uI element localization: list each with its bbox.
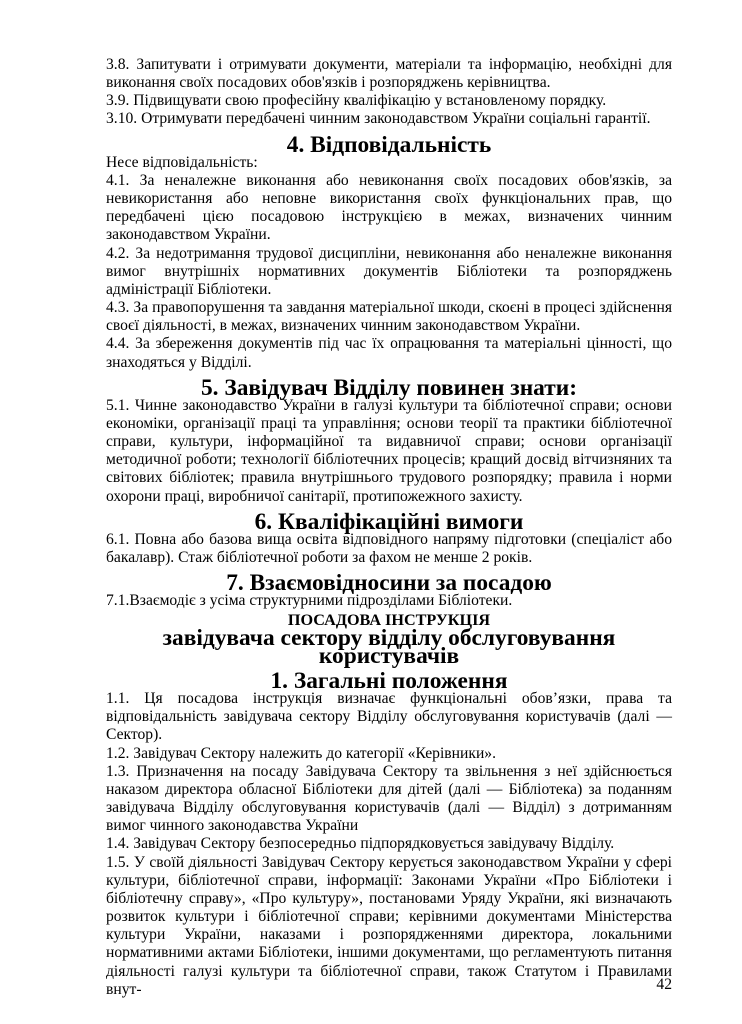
paragraph-1-5: 1.5. У своїй діяльності Завідувач Сектору керується законодавством України у сфері культури, бібліотечної справи, інформації: Законами України «Про Бібліотеки і бібліотечну справу», «Про культуру», постановами Уряду України, які визначають розвиток культури і бібліотечної справи; керівними документами Міністерства культури України, наказами і розпорядженнями директора, локальними нормативними актами Бібліотеки, іншими документами, що регламентують питання діяльності галузі культури та бібліотечної справи, також Статутом і Правилами внут- (106, 853, 672, 998)
paragraph-1-3: 1.3. Призначення на посаду Завідувача Сектору та звільнення з неї здійснюється наказом директора обласної Бібліотеки для дітей (далі — Бібліотека) за поданням завідувача Відділу обслуговування користувачів (далі — Відділ) з дотриманням вимог чинного законодавства України (106, 762, 672, 835)
paragraph-4-2: 4.2. За недотримання трудової дисципліни, невиконання або неналежне виконання вимог внутрішніх нормативних документів Бібліотеки та розпоряджень адміністрації Бібліотеки. (106, 244, 672, 298)
paragraph-1-2: 1.2. Завідувач Сектору належить до категорії «Керівники». (106, 744, 496, 762)
heading-section-7: 7. Взаємовідносини за посадою (226, 570, 552, 597)
instruction-subtitle: завідувача сектору відділу обслуговування користувачів (162, 624, 616, 669)
paragraph-4-1: 4.1. За неналежне виконання або невиконання своїх посадових обов'язків, за невикористання або неповне використання своїх функціональних прав, що передбачені цією посадовою інструкцією в межах, визначених чинним законодавством України. (106, 171, 672, 244)
page-content (106, 56, 672, 999)
section-4-intro: Несе відповідальність: (106, 153, 258, 171)
heading-section-1: 1. Загальні положення (270, 668, 508, 694)
paragraph-5-1: 5.1. Чинне законодавство України в галузі культури та бібліотечної справи; основи економіки, організації праці та управління; основи теорії та практики бібліотечної справи, культури, інформаційної та видавничої справи; основи організації методичної роботи; технології бібліотечних процесів; кращий досвід вітчизняних та світових бібліотек; правила внутрішнього трудового розпорядку; правила і норми охорони праці, виробничої санітарії, протипожежного захисту. (106, 396, 672, 505)
instruction-title: ПОСАДОВА ІНСТРУКЦІЯ (287, 610, 491, 629)
heading-section-6: 6. Кваліфікаційні вимоги (254, 508, 524, 535)
page-number: 42 (656, 976, 672, 993)
heading-section-4: 4. Відповідальність (286, 131, 492, 158)
paragraph-7-1: 7.1.Взаємодіє з усіма структурними підрозділами Бібліотеки. (106, 592, 513, 610)
heading-section-5: 5. Завідувач Відділу повинен знати: (200, 374, 578, 401)
paragraph-3-8: 3.8. Запитувати і отримувати документи, матеріали та інформацію, необхідні для виконання своїх посадових обов'язків і розпоряджень керівництва. (106, 56, 672, 92)
paragraph-3-10: 3.10. Отримувати передбачені чинним законодавством України соціальні гарантії. (106, 110, 651, 128)
paragraph-1-4: 1.4. Завідувач Сектору безпосередньо підпорядковується завідувачу Відділу. (106, 835, 615, 853)
paragraph-4-3: 4.3. За правопорушення та завдання матеріальної шкоди, скоєні в процесі здійснення своєї діяльності, в межах, визначених чинним законодавством України. (106, 299, 672, 335)
paragraph-3-9: 3.9. Підвищувати свою професійну кваліфікацію у встановленому порядку. (106, 92, 607, 110)
paragraph-1-1: 1.1. Ця посадова інструкція визначає функціональні обов’язки, права та відповідальність завідувача сектору Відділу обслуговування користувачів (далі — Сектор). (106, 690, 672, 744)
paragraph-6-1: 6.1. Повна або базова вища освіта відповідного напряму підготовки (спеціаліст або бакалавр). Стаж бібліотечної роботи за фахом не менше 2 років. (106, 530, 672, 567)
paragraph-4-4: 4.4. За збереження документів під час їх опрацювання та матеріальні цінності, що знаходяться у Відділі. (106, 335, 672, 371)
